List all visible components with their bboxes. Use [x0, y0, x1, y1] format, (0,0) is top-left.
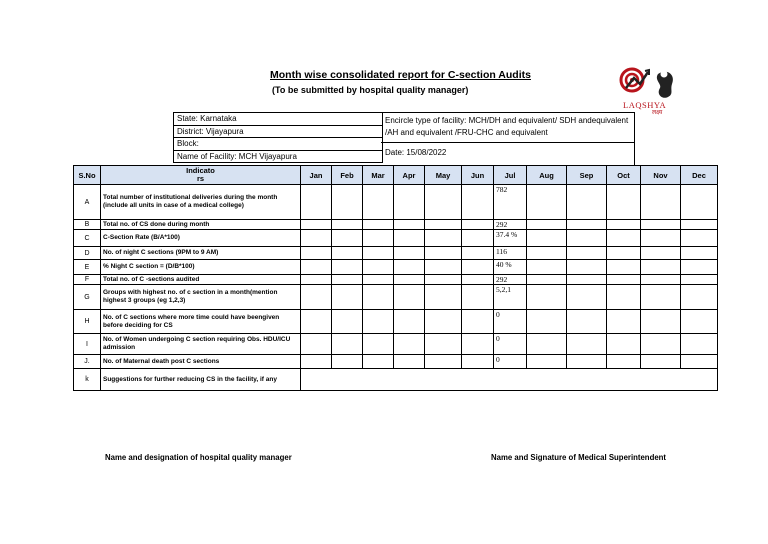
facility-info-box [173, 112, 383, 163]
month-header-dec: Dec [681, 166, 718, 185]
row-indicator: Suggestions for further reducing CS in the facility, if any [101, 369, 301, 391]
table-row [74, 230, 718, 247]
row-sno: G [74, 285, 101, 310]
row-jul-value: 0 [494, 355, 527, 369]
block-field: Block: [174, 138, 382, 151]
month-header-nov: Nov [641, 166, 681, 185]
table-row [74, 310, 718, 334]
row-sno: C [74, 230, 101, 247]
month-header-jul: Jul [494, 166, 527, 185]
facility-name-field: Name of Facility: MCH Vijayapura [177, 151, 297, 161]
table-row [74, 185, 718, 220]
month-header-oct: Oct [607, 166, 641, 185]
table-row [74, 247, 718, 260]
row-indicator: Total no. of C -sections audited [101, 275, 301, 285]
table-header-row [74, 166, 718, 185]
month-header-aug: Aug [527, 166, 567, 185]
month-header-apr: Apr [394, 166, 425, 185]
table-row [74, 220, 718, 230]
row-sno: E [74, 260, 101, 275]
table-row [74, 369, 718, 391]
row-indicator: No. of C sections where more time could have beengiven before deciding for CS [101, 310, 301, 334]
indicator-header: Indicato rs [101, 166, 301, 185]
month-header-jan: Jan [301, 166, 332, 185]
quality-manager-signature-label: Name and designation of hospital quality manager [105, 453, 292, 462]
row-indicator: Total number of institutional deliveries during the month (include all units in case of a medical college) [101, 185, 301, 220]
row-jul-value: 40 % [494, 260, 527, 275]
table-row [74, 285, 718, 310]
month-header-mar: Mar [363, 166, 394, 185]
row-jul-value: 116 [494, 247, 527, 260]
month-header-may: May [425, 166, 462, 185]
facility-type-box [381, 112, 635, 167]
row-jul-value: 0 [494, 334, 527, 355]
row-jul-value: 292 [494, 275, 527, 285]
row-indicator: Groups with highest no. of c section in a month(mention highest 3 groups (eg 1,2,3) [101, 285, 301, 310]
report-title: Month wise consolidated report for C-section Audits [270, 69, 531, 81]
table-row [74, 275, 718, 285]
report-subtitle: (To be submitted by hospital quality manager) [272, 85, 469, 95]
row-indicator: % Night C section = (D/B*100) [101, 260, 301, 275]
table-row [74, 355, 718, 369]
month-header-sep: Sep [567, 166, 607, 185]
report-date: Date: 15/08/2022 [385, 148, 447, 157]
medical-superintendent-signature-label: Name and Signature of Medical Superintendent [491, 453, 667, 462]
row-indicator: No. of Maternal death post C sections [101, 355, 301, 369]
month-header-feb: Feb [332, 166, 363, 185]
row-sno: D [74, 247, 101, 260]
row-sno: J. [74, 355, 101, 369]
row-suggestions-cell [301, 369, 718, 391]
table-row [74, 334, 718, 355]
state-field: State: Karnataka [174, 113, 382, 126]
row-sno: I [74, 334, 101, 355]
row-jul-value: 5,2,1 [494, 285, 527, 310]
row-indicator: C-Section Rate (B/A*100) [101, 230, 301, 247]
row-sno: H [74, 310, 101, 334]
row-jul-value: 37.4 % [494, 230, 527, 247]
table-row [74, 260, 718, 275]
row-indicator: No. of Women undergoing C section requiring Obs. HDU/ICU admission [101, 334, 301, 355]
row-sno: A [74, 185, 101, 220]
row-sno: F [74, 275, 101, 285]
logo-text: LAQSHYA [623, 100, 667, 110]
sno-header: S.No [74, 166, 101, 185]
row-jul-value: 782 [494, 185, 527, 220]
row-jul-value: 0 [494, 310, 527, 334]
row-indicator: Total no. of CS done during month [101, 220, 301, 230]
district-field: District: Vijayapura [174, 126, 382, 139]
facility-type-text: Encircle type of facility: MCH/DH and equivalent/ SDH andequivalent /AH and equivalent /FRU-CHC and equivalent [381, 113, 634, 143]
row-sno: k [74, 369, 101, 391]
row-sno: B [74, 220, 101, 230]
month-header-jun: Jun [462, 166, 494, 185]
audit-table [73, 165, 718, 391]
row-jul-value: 292 [494, 220, 527, 230]
logo-subtext: लक्ष्य [652, 110, 663, 116]
row-indicator: No. of night C sections (9PM to 9 AM) [101, 247, 301, 260]
